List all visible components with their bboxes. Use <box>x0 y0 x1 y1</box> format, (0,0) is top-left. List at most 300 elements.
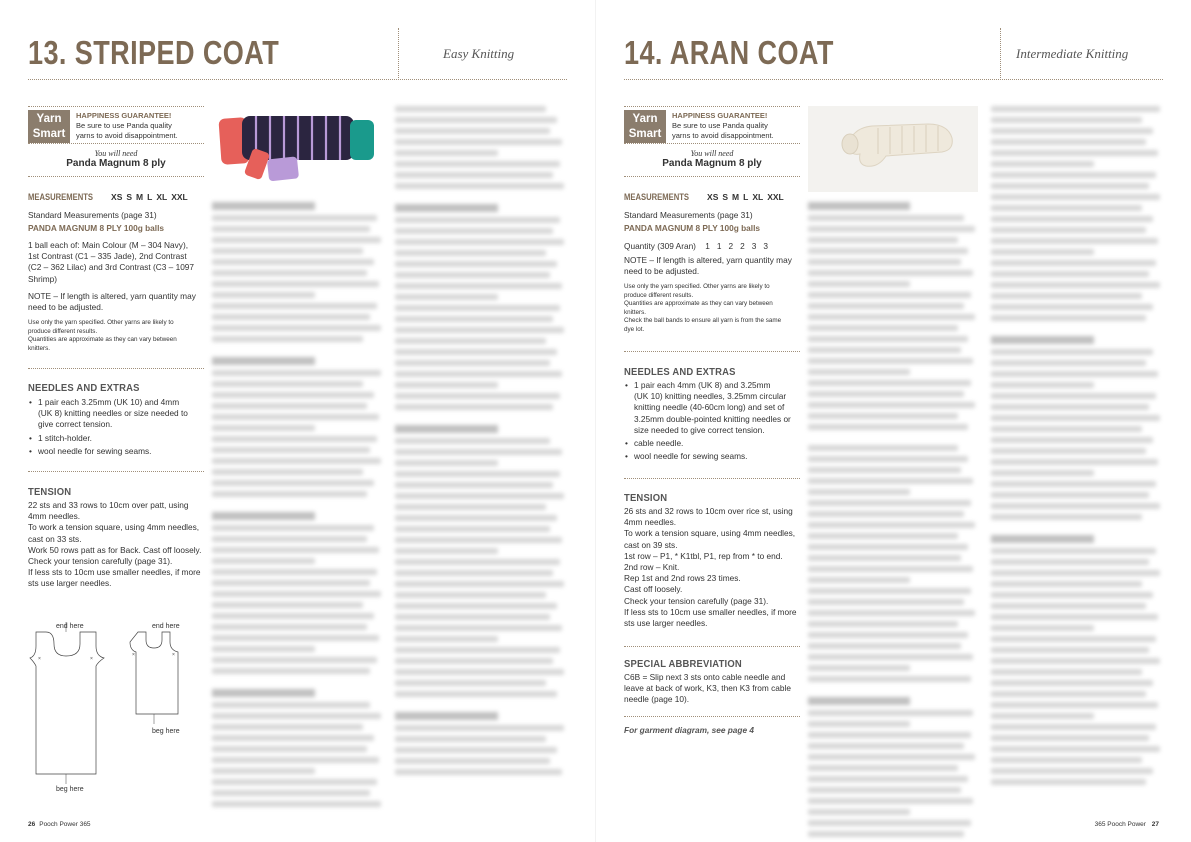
striped-coat-image <box>212 106 384 192</box>
blurred-line <box>212 403 367 409</box>
blurred-line <box>212 458 381 464</box>
disclaimer-line: Use only the yarn specified. Other yarns are likely to <box>624 283 770 290</box>
blurred-line <box>395 559 560 565</box>
beg-here-label: beg here <box>56 786 84 793</box>
blurred-line <box>991 150 1158 156</box>
tension-line: sts use larger needles. <box>28 578 112 589</box>
blurred-line <box>212 336 363 342</box>
blurred-line <box>808 610 975 616</box>
blurred-heading <box>212 357 315 365</box>
size-option: M <box>136 192 144 202</box>
blurred-heading <box>212 689 315 697</box>
blurred-line <box>395 117 557 123</box>
special-abbreviation-heading: SPECIAL ABBREVIATION <box>624 658 742 670</box>
badge-line-1: Yarn <box>36 113 62 125</box>
blurred-line <box>395 725 564 731</box>
blurred-line <box>212 768 315 774</box>
blurred-line <box>991 172 1156 178</box>
quantity-value: 3 <box>763 241 769 251</box>
blurred-line <box>395 128 550 134</box>
blurred-line <box>808 314 975 320</box>
needles-line: (UK 8) knitting needles or size needed to <box>38 408 188 419</box>
blurred-line <box>808 809 910 815</box>
needles-line: size needed to give correct tension. <box>634 424 765 435</box>
blurred-line <box>395 658 553 664</box>
size-list <box>703 192 784 202</box>
balls-line: 1 ball each of: Main Colour (M – 304 Navy), <box>28 240 189 250</box>
quantity-row <box>624 241 782 251</box>
yarn-smart-text <box>672 111 774 141</box>
blurred-line <box>212 292 315 298</box>
needles-item <box>28 433 204 444</box>
blurred-line <box>212 713 381 719</box>
blurred-line <box>395 647 560 653</box>
blurred-line <box>395 603 557 609</box>
blurred-pattern-text-col2 <box>212 202 384 812</box>
blurred-line <box>395 371 562 377</box>
yarn-smart-text <box>76 111 178 141</box>
guarantee-line-1: Be sure to use Panda quality <box>672 121 768 130</box>
blurred-line <box>991 470 1094 476</box>
yarn-balls-label: PANDA MAGNUM 8 PLY 100g balls <box>28 223 165 233</box>
guarantee-line-2: yarns to avoid disappointment. <box>672 131 774 140</box>
blurred-line <box>395 261 557 267</box>
blurred-line <box>212 801 381 807</box>
blurred-line <box>991 548 1156 554</box>
blurred-line <box>395 349 557 355</box>
blurred-line <box>212 536 367 542</box>
blurred-line <box>212 325 381 331</box>
blurred-line <box>212 735 374 741</box>
blurred-line <box>395 393 560 399</box>
blurred-line <box>991 735 1149 741</box>
blurred-line <box>395 691 557 697</box>
blurred-line <box>808 710 973 716</box>
blurred-line <box>395 625 562 631</box>
yarn-balls-label: PANDA MAGNUM 8 PLY 100g balls <box>624 223 761 233</box>
length-note <box>28 291 204 313</box>
blurred-heading <box>212 512 315 520</box>
blurred-line <box>212 392 374 398</box>
tension-line: Check your tension carefully (page 31). <box>28 556 173 567</box>
blurred-line <box>212 668 370 674</box>
aran-coat-photo <box>808 106 978 192</box>
blurred-line <box>808 358 973 364</box>
you-will-need-label: You will need <box>690 149 734 158</box>
blurred-line <box>212 469 363 475</box>
section-rule <box>28 368 204 369</box>
disclaimer-line: Quantities are approximate as they can vary between <box>28 336 177 344</box>
blurred-line <box>991 481 1156 487</box>
blurred-line <box>808 489 910 495</box>
tension-line: 2nd row – Knit. <box>624 562 680 573</box>
tension-line: To work a tension square, using 4mm needles, <box>28 522 200 533</box>
end-here-label: end here <box>152 623 180 630</box>
blurred-line <box>395 228 553 234</box>
blurred-line <box>212 436 377 442</box>
blurred-line <box>212 580 370 586</box>
you-will-need <box>28 149 204 169</box>
quantity-value: 1 <box>705 241 710 251</box>
note-line: NOTE – If length is altered, yarn quantity may <box>624 255 792 265</box>
blurred-line <box>395 515 557 521</box>
blurred-line <box>808 303 964 309</box>
blurred-line <box>991 581 1142 587</box>
blurred-line <box>808 776 968 782</box>
needles-line: knitting needle (40-60cm long) and set of <box>634 402 785 413</box>
blurred-line <box>212 779 377 785</box>
blurred-line <box>212 480 374 486</box>
blurred-line <box>991 779 1146 785</box>
blurred-line <box>212 303 377 309</box>
needles-line: • 1 pair each 4mm (UK 8) and 3.25mm <box>634 380 771 390</box>
blurred-line <box>808 325 958 331</box>
blurred-gap <box>212 679 384 689</box>
blurred-line <box>991 161 1094 167</box>
size-option: S <box>126 192 133 202</box>
blurred-line <box>808 588 971 594</box>
blurred-line <box>395 592 546 598</box>
blurred-line <box>808 665 910 671</box>
blurred-gap <box>395 194 567 204</box>
quantity-value: 2 <box>728 241 734 251</box>
needles-list <box>624 380 800 464</box>
blurred-line <box>395 327 564 333</box>
blurred-line <box>395 747 557 753</box>
guarantee-heading: HAPPINESS GUARANTEE! <box>672 111 768 120</box>
blurred-line <box>395 680 546 686</box>
blurred-line <box>991 592 1153 598</box>
header-divider <box>398 28 399 80</box>
blurred-line <box>808 259 961 265</box>
blurred-line <box>212 226 370 232</box>
skill-level: Easy Knitting <box>443 46 515 61</box>
size-option: L <box>147 192 153 202</box>
yarn-smart-box <box>28 106 204 144</box>
special-abbreviation-text <box>624 672 800 706</box>
blurred-line <box>395 272 550 278</box>
blurred-line <box>808 391 964 397</box>
blurred-line <box>395 758 550 764</box>
tension-line: Check your tension carefully (page 31). <box>624 595 769 606</box>
blurred-line <box>991 492 1149 498</box>
special-line: C6B = Slip next 3 sts onto cable needle and <box>624 672 786 682</box>
blurred-line <box>395 150 498 156</box>
yarn-balls-heading <box>624 223 800 234</box>
blurred-line <box>991 647 1149 653</box>
blurred-heading <box>808 697 910 705</box>
blurred-line <box>395 294 498 300</box>
badge-line-2: Smart <box>628 128 662 140</box>
blurred-gap <box>808 687 978 697</box>
section-rule <box>624 646 800 647</box>
standard-measurements: Standard Measurements (page 31) <box>624 210 753 220</box>
blurred-line <box>395 504 546 510</box>
disclaimer-line: produce different results. <box>28 327 98 335</box>
size-option: L <box>743 192 749 202</box>
blurred-line <box>808 555 961 561</box>
tension-heading: TENSION <box>624 492 668 504</box>
blurred-line <box>395 493 564 499</box>
blurred-line <box>991 293 1142 299</box>
blurred-line <box>991 691 1146 697</box>
blurred-line <box>808 632 968 638</box>
striped-coat-photo <box>212 106 384 192</box>
size-option: S <box>722 192 729 202</box>
guarantee-heading: HAPPINESS GUARANTEE! <box>76 111 172 120</box>
needles-line: • wool needle for sewing seams. <box>38 445 152 456</box>
blurred-line <box>395 283 562 289</box>
blurred-line <box>395 239 564 245</box>
blurred-line <box>212 259 374 265</box>
end-here-label: end here <box>56 623 84 630</box>
blurred-line <box>808 226 975 232</box>
tension-line: 1st row – P1, * K1tbl, P1, rep from * to end. <box>624 550 783 561</box>
section-rule <box>624 478 800 479</box>
needles-item <box>624 380 800 436</box>
blurred-line <box>212 414 379 420</box>
note-line: need to be adjusted. <box>624 266 700 277</box>
front-piece-outline <box>130 632 178 714</box>
blurred-line <box>808 511 964 517</box>
blurred-line <box>991 625 1094 631</box>
blurred-line <box>991 437 1153 443</box>
blurred-line <box>808 676 971 682</box>
blurred-line <box>395 217 560 223</box>
blurred-line <box>808 754 975 760</box>
blurred-line <box>212 447 370 453</box>
blurred-gap <box>212 502 384 512</box>
note-line: need to be adjusted. <box>28 302 104 313</box>
size-option: XS <box>111 192 123 202</box>
beg-here-label: beg here <box>152 728 180 735</box>
blurred-line <box>808 544 968 550</box>
tension-line: If less sts to 10cm use smaller needles, if more <box>624 606 797 617</box>
blurred-heading <box>395 712 498 720</box>
yarn-name: Panda Magnum 8 ply <box>662 158 762 169</box>
needles-list <box>28 397 204 459</box>
disclaimer-line: knitters. <box>624 308 647 316</box>
blurred-line <box>991 117 1142 123</box>
guarantee-line-2: yarns to avoid disappointment. <box>76 131 178 140</box>
seam-mark: × <box>90 656 93 662</box>
section-rule <box>624 176 800 177</box>
blurred-line <box>991 757 1142 763</box>
size-option: XL <box>752 192 764 202</box>
footer-title: Pooch Power 365 <box>39 821 91 828</box>
blurred-line <box>991 724 1156 730</box>
blurred-line <box>808 369 910 375</box>
tension-line: 4mm needles. <box>28 511 81 522</box>
blurred-line <box>212 635 379 641</box>
blurred-line <box>808 347 961 353</box>
blurred-line <box>212 381 363 387</box>
yarn-name: Panda Magnum 8 ply <box>66 158 166 169</box>
blurred-line <box>808 765 958 771</box>
blurred-line <box>212 248 363 254</box>
blurred-pattern-text-col2 <box>808 202 978 842</box>
page-title: 14. ARAN COAT <box>624 34 834 71</box>
page-number: 27 <box>1151 821 1159 828</box>
blurred-line <box>808 798 973 804</box>
blurred-pattern-text-col3 <box>395 106 567 780</box>
blurred-line <box>808 787 961 793</box>
footer-title: 365 Pooch Power <box>1094 821 1146 828</box>
yarn-disclaimer <box>624 283 800 335</box>
blurred-line <box>991 570 1160 576</box>
blurred-gap <box>395 702 567 712</box>
blurred-heading <box>808 202 910 210</box>
size-option: XXL <box>171 192 188 202</box>
blurred-line <box>808 621 958 627</box>
needles-item <box>624 438 800 449</box>
measurements-row <box>624 192 784 202</box>
balls-line: Shrimp) <box>28 273 58 284</box>
blurred-line <box>395 161 560 167</box>
balls-line: (C2 – 362 Lilac) and 3rd Contrast (C3 – 1097 <box>28 262 195 273</box>
blurred-line <box>808 292 971 298</box>
aran-coat-image <box>808 106 978 192</box>
you-will-need-label: You will need <box>94 149 138 158</box>
diagram-note: For garment diagram, see page 4 <box>624 725 755 735</box>
special-line: needle (page 10). <box>624 694 690 705</box>
blurred-line <box>991 282 1160 288</box>
blurred-line <box>991 360 1146 366</box>
garment-diagram <box>28 618 208 798</box>
blurred-line <box>808 336 968 342</box>
blurred-line <box>991 260 1156 266</box>
blurred-line <box>991 139 1146 145</box>
blurred-gap <box>395 415 567 425</box>
blurred-line <box>395 471 560 477</box>
blurred-line <box>395 570 553 576</box>
header-rule <box>624 79 1163 80</box>
needles-line: (UK 10) knitting needles, 3.25mm circular <box>634 391 787 402</box>
size-option: XXL <box>767 192 784 202</box>
measurements-row <box>28 192 188 202</box>
section-rule <box>624 351 800 352</box>
blurred-line <box>991 404 1149 410</box>
right-page <box>596 0 1191 842</box>
right-column-1 <box>624 106 800 806</box>
needles-line: • 1 pair each 3.25mm (UK 10) and 4mm <box>38 397 180 407</box>
blurred-line <box>212 370 381 376</box>
blurred-line <box>808 831 964 837</box>
blurred-line <box>212 657 377 663</box>
blurred-line <box>395 404 553 410</box>
blurred-line <box>991 426 1142 432</box>
blurred-line <box>395 581 564 587</box>
tension-text <box>624 506 800 629</box>
blurred-line <box>991 713 1094 719</box>
blurred-line <box>991 128 1153 134</box>
blurred-line <box>395 382 498 388</box>
blurred-line <box>808 215 964 221</box>
blurred-line <box>991 603 1146 609</box>
disclaimer-line: produce different results. <box>624 291 694 299</box>
blurred-line <box>991 382 1094 388</box>
blurred-line <box>212 702 370 708</box>
blurred-line <box>395 636 498 642</box>
blurred-line <box>991 238 1158 244</box>
skill-level: Intermediate Knitting <box>1016 46 1129 61</box>
left-footer <box>28 821 91 828</box>
tension-line: cast on 39 sts. <box>624 539 678 550</box>
blurred-line <box>395 338 546 344</box>
blurred-line <box>991 658 1160 664</box>
disclaimer-line: dye lot. <box>624 325 645 333</box>
blurred-line <box>991 514 1142 520</box>
blurred-line <box>212 314 370 320</box>
blurred-gap <box>808 435 978 445</box>
blurred-line <box>808 654 973 660</box>
blurred-line <box>395 537 562 543</box>
disclaimer-line: Quantities are approximate as they can vary between <box>624 300 773 308</box>
disclaimer-line: Check the ball bands to ensure all yarn is from the same <box>624 317 782 325</box>
blurred-line <box>808 743 964 749</box>
tension-text <box>28 500 204 590</box>
blurred-line <box>808 533 958 539</box>
seam-mark: × <box>38 656 41 662</box>
blurred-line <box>212 425 315 431</box>
right-footer <box>1095 821 1163 828</box>
blurred-line <box>395 360 550 366</box>
blurred-heading <box>991 535 1094 543</box>
needles-item <box>624 451 800 462</box>
blurred-line <box>991 702 1158 708</box>
yarn-smart-badge <box>624 110 666 143</box>
blurred-line <box>808 413 958 419</box>
blurred-line <box>395 669 564 675</box>
blurred-line <box>395 139 562 145</box>
needles-line: • wool needle for sewing seams. <box>634 451 748 462</box>
blurred-line <box>991 680 1153 686</box>
blurred-line <box>808 566 973 572</box>
blurred-line <box>212 757 379 763</box>
blurred-line <box>991 194 1160 200</box>
yarn-disclaimer <box>28 319 204 353</box>
blurred-line <box>991 459 1158 465</box>
blurred-line <box>212 790 370 796</box>
tension-line: To work a tension square, using 4mm needles, <box>624 528 796 539</box>
blurred-line <box>991 503 1160 509</box>
header-divider <box>1000 28 1001 80</box>
tension-line: cast on 33 sts. <box>28 533 82 544</box>
blurred-line <box>212 591 381 597</box>
page-number: 26 <box>28 821 36 828</box>
size-list <box>107 192 188 202</box>
blurred-line <box>212 558 315 564</box>
yarn-balls-heading <box>28 223 204 234</box>
blurred-gap <box>991 525 1163 535</box>
header-rule <box>28 79 567 80</box>
blurred-line <box>991 448 1146 454</box>
needles-heading: NEEDLES AND EXTRAS <box>28 382 140 394</box>
blurred-line <box>808 270 973 276</box>
blurred-heading <box>212 202 315 210</box>
needles-line: give correct tension. <box>38 419 113 430</box>
tension-line: Work 50 rows patt as for Back. Cast off loosely. <box>28 544 202 555</box>
tension-line: 22 sts and 33 rows to 10cm over patt, using <box>28 500 189 510</box>
blurred-line <box>395 482 553 488</box>
blurred-gap <box>212 347 384 357</box>
left-page <box>0 0 595 842</box>
blurred-line <box>395 614 550 620</box>
size-option: XS <box>707 192 719 202</box>
blurred-line <box>395 548 498 554</box>
blurred-line <box>395 172 553 178</box>
blurred-line <box>991 371 1158 377</box>
